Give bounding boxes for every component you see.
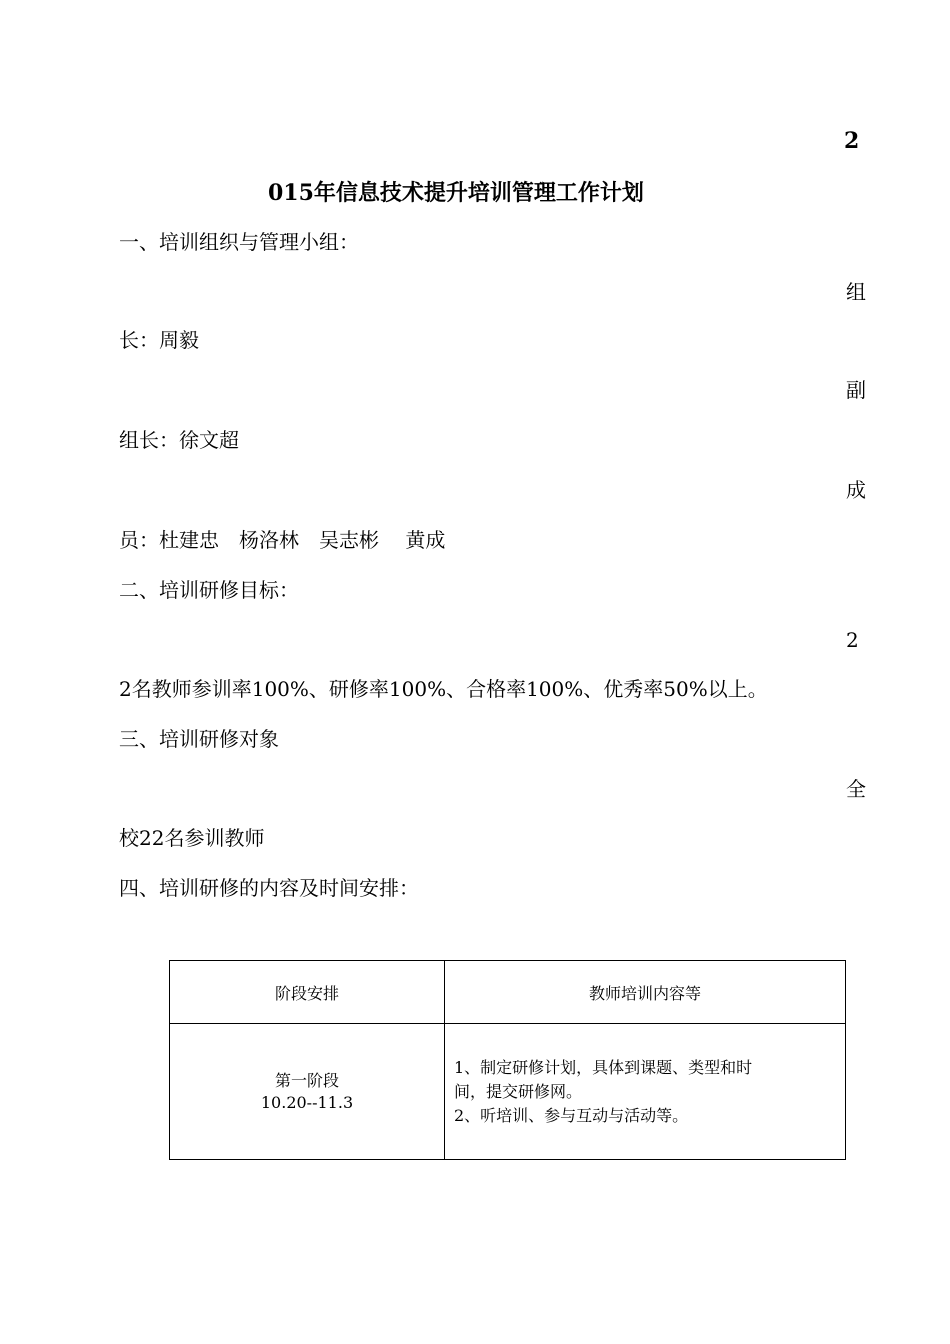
- leader-line: 长：周毅: [119, 328, 199, 352]
- content-line-3: 2、听培训、参与互动与活动等。: [454, 1105, 689, 1125]
- title-prefix: 2: [844, 128, 860, 154]
- section-3-heading: 三、培训研修对象: [119, 727, 279, 751]
- stage-dates: 10.20--11.3: [260, 1092, 354, 1112]
- deputy-first-char: 副: [846, 378, 866, 402]
- stage-cell: [170, 1024, 445, 1160]
- header-content: 教师培训内容等: [445, 961, 846, 1024]
- deputy-line: 组长：徐文超: [119, 428, 239, 452]
- section-4-heading: 四、培训研修的内容及时间安排：: [119, 876, 419, 900]
- members-first-char: 成: [846, 478, 866, 502]
- schedule-table: [169, 960, 846, 1160]
- stage-name: 第一阶段: [274, 1070, 339, 1090]
- section-1-heading: 一、培训组织与管理小组：: [119, 230, 359, 254]
- members-line: 员：杜建忠 杨洛林 吴志彬 黄成: [119, 528, 446, 552]
- content-line-2: 间，提交研修网。: [454, 1081, 583, 1101]
- table-header-row: [170, 961, 846, 1024]
- target-first-char: 全: [846, 777, 866, 801]
- goal-line: 2名教师参训率100%、研修率100%、合格率100%、优秀率50%以上。: [119, 677, 768, 701]
- section-2-heading: 二、培训研修目标：: [119, 578, 299, 602]
- content-cell: [445, 1024, 846, 1160]
- table-row: [170, 1024, 846, 1160]
- leader-first-char: 组: [846, 280, 866, 304]
- header-stage: 阶段安排: [170, 961, 445, 1024]
- target-line: 校22名参训教师: [119, 826, 265, 850]
- goal-first-char: 2: [846, 628, 859, 652]
- content-line-1: 1、制定研修计划，具体到课题、类型和时: [454, 1057, 753, 1077]
- document-title: 015年信息技术提升培训管理工作计划: [268, 180, 644, 206]
